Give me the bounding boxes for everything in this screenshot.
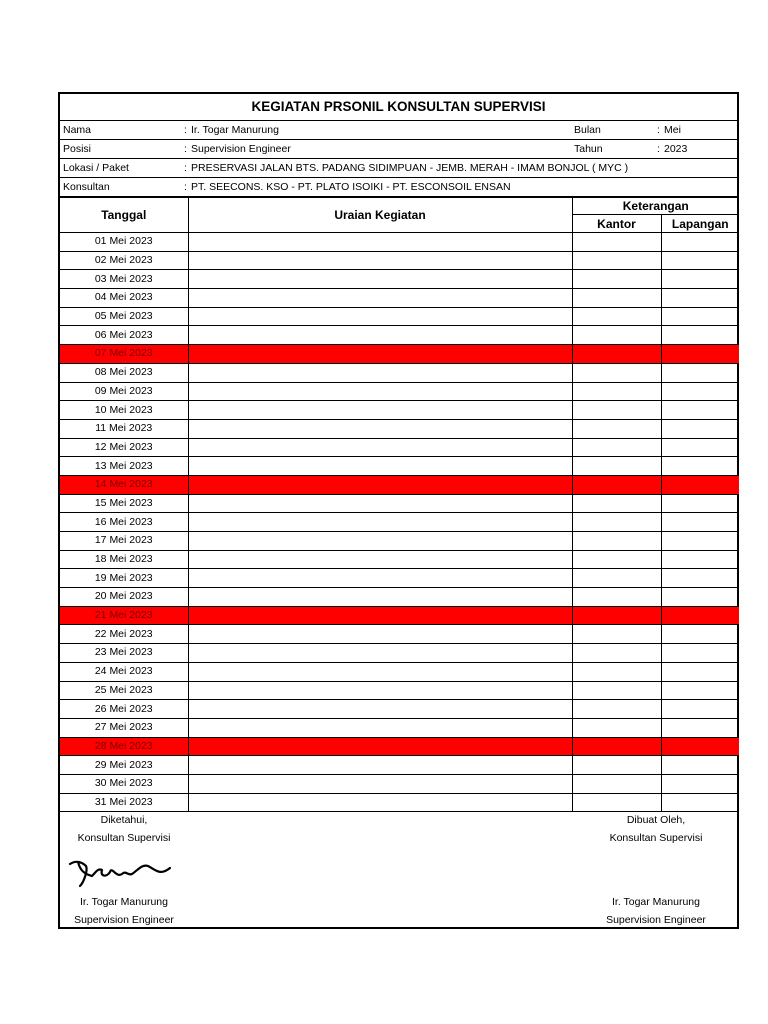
- uraian-cell[interactable]: [188, 438, 572, 457]
- date-cell: 16 Mei 2023: [60, 513, 188, 532]
- lapangan-cell[interactable]: [661, 774, 739, 793]
- table-row: [60, 644, 739, 663]
- dibuat-oleh-label: Dibuat Oleh,: [626, 814, 686, 827]
- kantor-cell[interactable]: [572, 569, 661, 588]
- nama-label: Nama: [63, 124, 92, 136]
- kantor-cell[interactable]: [572, 700, 661, 719]
- date-cell: 09 Mei 2023: [60, 382, 188, 401]
- date-cell: 12 Mei 2023: [60, 438, 188, 457]
- colon: :: [184, 124, 187, 136]
- bulan-value: Mei: [664, 124, 681, 136]
- uraian-cell[interactable]: [188, 401, 572, 420]
- date-cell: 05 Mei 2023: [60, 307, 188, 326]
- uraian-cell[interactable]: [188, 475, 572, 494]
- lapangan-cell[interactable]: [661, 793, 739, 812]
- date-cell: 02 Mei 2023: [60, 251, 188, 270]
- lokasi-label: Lokasi / Paket: [63, 162, 129, 174]
- lapangan-cell[interactable]: [661, 270, 739, 289]
- uraian-cell[interactable]: [188, 737, 572, 756]
- lapangan-cell[interactable]: [661, 532, 739, 551]
- lapangan-cell[interactable]: [661, 251, 739, 270]
- date-cell: 25 Mei 2023: [60, 681, 188, 700]
- kantor-cell[interactable]: [572, 419, 661, 438]
- konsultan-label: Konsultan: [63, 181, 110, 193]
- table-row: [60, 363, 739, 382]
- table-row: [60, 662, 739, 681]
- date-cell: 22 Mei 2023: [60, 625, 188, 644]
- colon: :: [184, 162, 187, 174]
- header-kantor: Kantor: [572, 215, 661, 233]
- kantor-cell[interactable]: [572, 475, 661, 494]
- activity-rows: [60, 233, 739, 812]
- kantor-cell[interactable]: [572, 326, 661, 345]
- uraian-cell[interactable]: [188, 363, 572, 382]
- lapangan-cell[interactable]: [661, 326, 739, 345]
- header-lapangan: Lapangan: [661, 215, 739, 233]
- lapangan-cell[interactable]: [661, 644, 739, 663]
- uraian-cell[interactable]: [188, 532, 572, 551]
- uraian-cell[interactable]: [188, 774, 572, 793]
- date-cell: 01 Mei 2023: [60, 233, 188, 252]
- lapangan-cell[interactable]: [661, 588, 739, 607]
- lapangan-cell[interactable]: [661, 382, 739, 401]
- date-cell: 23 Mei 2023: [60, 644, 188, 663]
- report-title: KEGIATAN PRSONIL KONSULTAN SUPERVISI: [60, 94, 737, 121]
- kantor-cell[interactable]: [572, 737, 661, 756]
- signature-footer: [60, 812, 737, 930]
- kantor-cell[interactable]: [572, 345, 661, 364]
- posisi-value: Supervision Engineer: [191, 143, 291, 155]
- date-cell: 03 Mei 2023: [60, 270, 188, 289]
- date-cell: 06 Mei 2023: [60, 326, 188, 345]
- kantor-cell[interactable]: [572, 289, 661, 308]
- lapangan-cell[interactable]: [661, 681, 739, 700]
- date-cell: 24 Mei 2023: [60, 662, 188, 681]
- lapangan-cell[interactable]: [661, 475, 739, 494]
- kantor-cell[interactable]: [572, 718, 661, 737]
- table-row: [60, 718, 739, 737]
- tahun-label: Tahun: [574, 143, 603, 155]
- left-signer-name: Ir. Togar Manurung: [80, 896, 168, 909]
- table-row: [60, 756, 739, 775]
- table-row-holiday: [60, 737, 739, 756]
- kantor-cell[interactable]: [572, 662, 661, 681]
- signature-icon: [66, 856, 176, 890]
- kantor-cell[interactable]: [572, 588, 661, 607]
- uraian-cell[interactable]: [188, 457, 572, 476]
- kantor-cell[interactable]: [572, 233, 661, 252]
- date-cell: 11 Mei 2023: [60, 419, 188, 438]
- uraian-cell[interactable]: [188, 700, 572, 719]
- table-row-holiday: [60, 345, 739, 364]
- lapangan-cell[interactable]: [661, 494, 739, 513]
- date-cell: 28 Mei 2023: [60, 737, 188, 756]
- kantor-cell[interactable]: [572, 401, 661, 420]
- table-row: [60, 700, 739, 719]
- header-keterangan: Keterangan: [572, 198, 739, 215]
- uraian-cell[interactable]: [188, 718, 572, 737]
- right-signer-role: Supervision Engineer: [606, 914, 706, 927]
- kantor-cell[interactable]: [572, 307, 661, 326]
- kantor-cell[interactable]: [572, 438, 661, 457]
- activity-report-sheet: [58, 92, 739, 929]
- uraian-cell[interactable]: [188, 251, 572, 270]
- kantor-cell[interactable]: [572, 644, 661, 663]
- uraian-cell[interactable]: [188, 270, 572, 289]
- table-row: [60, 494, 739, 513]
- konsultan-value: PT. SEECONS. KSO - PT. PLATO ISOIKI - PT. ESCONSOIL ENSAN: [191, 181, 511, 193]
- nama-value: Ir. Togar Manurung: [191, 124, 279, 136]
- uraian-cell[interactable]: [188, 625, 572, 644]
- kantor-cell[interactable]: [572, 363, 661, 382]
- table-row: [60, 550, 739, 569]
- date-cell: 15 Mei 2023: [60, 494, 188, 513]
- date-cell: 31 Mei 2023: [60, 793, 188, 812]
- table-row: [60, 513, 739, 532]
- uraian-cell[interactable]: [188, 606, 572, 625]
- date-cell: 29 Mei 2023: [60, 756, 188, 775]
- lapangan-cell[interactable]: [661, 662, 739, 681]
- kantor-cell[interactable]: [572, 774, 661, 793]
- lapangan-cell[interactable]: [661, 457, 739, 476]
- table-row: [60, 532, 739, 551]
- date-cell: 30 Mei 2023: [60, 774, 188, 793]
- kantor-cell[interactable]: [572, 550, 661, 569]
- date-cell: 27 Mei 2023: [60, 718, 188, 737]
- lapangan-cell[interactable]: [661, 513, 739, 532]
- uraian-cell[interactable]: [188, 307, 572, 326]
- info-row-posisi: [60, 140, 737, 159]
- colon: :: [184, 143, 187, 155]
- table-row: [60, 588, 739, 607]
- left-konsultan-label: Konsultan Supervisi: [77, 832, 171, 845]
- date-cell: 19 Mei 2023: [60, 569, 188, 588]
- uraian-cell[interactable]: [188, 326, 572, 345]
- date-cell: 08 Mei 2023: [60, 363, 188, 382]
- info-row-lokasi: [60, 159, 737, 178]
- bulan-label: Bulan: [574, 124, 601, 136]
- table-row-holiday: [60, 475, 739, 494]
- table-row: [60, 270, 739, 289]
- kantor-cell[interactable]: [572, 793, 661, 812]
- table-row: [60, 438, 739, 457]
- date-cell: 17 Mei 2023: [60, 532, 188, 551]
- table-row: [60, 793, 739, 812]
- uraian-cell[interactable]: [188, 681, 572, 700]
- uraian-cell[interactable]: [188, 419, 572, 438]
- left-signer-role: Supervision Engineer: [74, 914, 174, 927]
- kantor-cell[interactable]: [572, 494, 661, 513]
- kantor-cell[interactable]: [572, 270, 661, 289]
- kantor-cell[interactable]: [572, 532, 661, 551]
- date-cell: 10 Mei 2023: [60, 401, 188, 420]
- table-row: [60, 401, 739, 420]
- activity-table: [60, 197, 739, 812]
- date-cell: 26 Mei 2023: [60, 700, 188, 719]
- posisi-label: Posisi: [63, 143, 92, 155]
- lapangan-cell[interactable]: [661, 289, 739, 308]
- right-signer-name: Ir. Togar Manurung: [612, 896, 700, 909]
- header-tanggal: Tanggal: [60, 198, 188, 233]
- lapangan-cell[interactable]: [661, 550, 739, 569]
- uraian-cell[interactable]: [188, 644, 572, 663]
- uraian-cell[interactable]: [188, 662, 572, 681]
- lapangan-cell[interactable]: [661, 401, 739, 420]
- lapangan-cell[interactable]: [661, 625, 739, 644]
- lapangan-cell[interactable]: [661, 307, 739, 326]
- kantor-cell[interactable]: [572, 756, 661, 775]
- table-row: [60, 382, 739, 401]
- kantor-cell[interactable]: [572, 457, 661, 476]
- uraian-cell[interactable]: [188, 569, 572, 588]
- date-cell: 14 Mei 2023: [60, 475, 188, 494]
- table-row: [60, 774, 739, 793]
- info-row-nama: [60, 121, 737, 140]
- info-row-konsultan: [60, 178, 737, 197]
- lapangan-cell[interactable]: [661, 233, 739, 252]
- table-row: [60, 681, 739, 700]
- uraian-cell[interactable]: [188, 289, 572, 308]
- tahun-value: 2023: [664, 143, 688, 155]
- table-row: [60, 326, 739, 345]
- uraian-cell[interactable]: [188, 550, 572, 569]
- uraian-cell[interactable]: [188, 233, 572, 252]
- uraian-cell[interactable]: [188, 382, 572, 401]
- lapangan-cell[interactable]: [661, 345, 739, 364]
- diketahui-label: Diketahui,: [100, 814, 148, 827]
- lapangan-cell[interactable]: [661, 569, 739, 588]
- lapangan-cell[interactable]: [661, 363, 739, 382]
- table-row: [60, 233, 739, 252]
- lapangan-cell[interactable]: [661, 606, 739, 625]
- lapangan-cell[interactable]: [661, 700, 739, 719]
- lapangan-cell[interactable]: [661, 718, 739, 737]
- right-konsultan-label: Konsultan Supervisi: [609, 832, 703, 845]
- uraian-cell[interactable]: [188, 793, 572, 812]
- uraian-cell[interactable]: [188, 345, 572, 364]
- date-cell: 20 Mei 2023: [60, 588, 188, 607]
- lapangan-cell[interactable]: [661, 419, 739, 438]
- table-row: [60, 457, 739, 476]
- date-cell: 18 Mei 2023: [60, 550, 188, 569]
- colon: :: [657, 143, 660, 155]
- header-uraian-kegiatan: Uraian Kegiatan: [188, 198, 572, 233]
- table-row-holiday: [60, 606, 739, 625]
- lapangan-cell[interactable]: [661, 737, 739, 756]
- lapangan-cell[interactable]: [661, 756, 739, 775]
- kantor-cell[interactable]: [572, 513, 661, 532]
- kantor-cell[interactable]: [572, 625, 661, 644]
- kantor-cell[interactable]: [572, 382, 661, 401]
- table-row: [60, 569, 739, 588]
- colon: :: [184, 181, 187, 193]
- table-row: [60, 625, 739, 644]
- table-row: [60, 289, 739, 308]
- date-cell: 13 Mei 2023: [60, 457, 188, 476]
- date-cell: 21 Mei 2023: [60, 606, 188, 625]
- kantor-cell[interactable]: [572, 681, 661, 700]
- uraian-cell[interactable]: [188, 588, 572, 607]
- uraian-cell[interactable]: [188, 756, 572, 775]
- lokasi-value: PRESERVASI JALAN BTS. PADANG SIDIMPUAN - JEMB. MERAH - IMAM BONJOL ( MYC ): [191, 162, 629, 174]
- table-row: [60, 251, 739, 270]
- table-row: [60, 307, 739, 326]
- kantor-cell[interactable]: [572, 251, 661, 270]
- uraian-cell[interactable]: [188, 494, 572, 513]
- colon: :: [657, 124, 660, 136]
- kantor-cell[interactable]: [572, 606, 661, 625]
- date-cell: 04 Mei 2023: [60, 289, 188, 308]
- uraian-cell[interactable]: [188, 513, 572, 532]
- date-cell: 07 Mei 2023: [60, 345, 188, 364]
- lapangan-cell[interactable]: [661, 438, 739, 457]
- table-row: [60, 419, 739, 438]
